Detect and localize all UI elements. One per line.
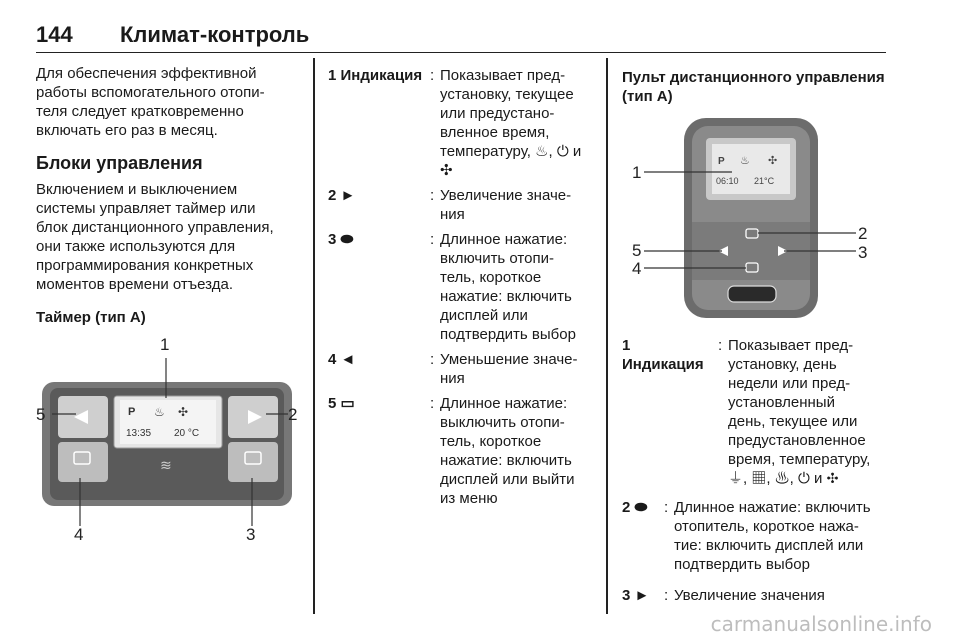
legend-line: включить отопи- <box>440 250 554 267</box>
fan-icon: ✣ <box>768 154 778 167</box>
lcd-time: 06:10 <box>716 176 739 186</box>
column-divider-1 <box>313 58 315 614</box>
intro-line: теля следует кратковременно <box>36 103 244 120</box>
legend-line: Показывает пред- <box>440 67 566 84</box>
page-title: Климат-контроль <box>120 22 310 47</box>
remote-legend-item-2 <box>622 498 892 574</box>
callout-1: 1 <box>160 335 170 354</box>
legend-key <box>622 336 704 374</box>
intro-line: работы вспомогательного отопи- <box>36 84 265 101</box>
page-header <box>36 16 886 53</box>
legend-colon: : <box>430 231 435 248</box>
logo-icon: ≋ <box>160 458 172 474</box>
intro-line: Для обеспечения эффективной <box>36 65 257 82</box>
legend-item-5 <box>328 394 598 508</box>
legend-line: или предустано- <box>440 105 555 122</box>
legend-line: Увеличение значе- <box>440 187 572 204</box>
lcd-time: 13:35 <box>126 428 152 439</box>
legend-line: установленный <box>728 394 835 411</box>
heater-icon: ♨ <box>154 405 165 419</box>
legend-line: подтвердить выбор <box>440 326 576 343</box>
legend-colon: : <box>430 395 435 412</box>
para-line: программирования конкретных <box>36 257 254 274</box>
callout-5: 5 <box>632 241 642 260</box>
legend-colon: : <box>430 67 435 84</box>
legend-line: предустановленное <box>728 432 866 449</box>
legend-line: Длинное нажатие: <box>440 231 568 248</box>
fan-icon: ✣ <box>178 405 189 419</box>
legend-line: дисплей или выйти <box>440 471 575 488</box>
legend-item-1 <box>328 66 598 180</box>
lcd-p-label: P <box>128 406 136 418</box>
para-line: системы управляет таймер или <box>36 200 256 217</box>
legend-key-label: Индикация <box>622 356 704 373</box>
middle-column <box>328 66 598 508</box>
legend-line: тель, короткое <box>440 269 542 286</box>
callout-4: 4 <box>74 525 84 542</box>
legend-line: ния <box>440 206 465 223</box>
legend-item-3 <box>328 230 598 344</box>
right-column-title <box>622 68 892 106</box>
legend-line: отопитель, короткое нажа- <box>674 518 859 535</box>
para-line: блок дистанционного управления, <box>36 219 274 236</box>
callout-4: 4 <box>632 259 642 278</box>
legend-line: ния <box>440 370 465 387</box>
legend-line: недели или пред- <box>728 375 851 392</box>
legend-line: нажатие: включить <box>440 452 572 469</box>
legend-line: тель, короткое <box>440 433 542 450</box>
legend-key: 5 ▭ <box>328 395 355 412</box>
legend-line: день, текущее или <box>728 413 858 430</box>
para-line: моментов времени отъезда. <box>36 276 233 293</box>
remote-legend-item-3 <box>622 586 892 605</box>
callout-1: 1 <box>632 163 642 182</box>
callout-2: 2 <box>858 224 868 243</box>
legend-line: подтвердить выбор <box>674 556 810 573</box>
legend-line: установку, текущее <box>440 86 574 103</box>
lcd-p-label: P <box>718 156 725 167</box>
callout-2: 2 <box>288 405 298 424</box>
para-line: Включением и выключением <box>36 181 238 198</box>
legend-line: установку, день <box>728 356 837 373</box>
legend-item-2 <box>328 186 598 224</box>
legend-key: 1 Индикация <box>328 67 423 84</box>
intro-line: включать его раз в месяц. <box>36 122 218 139</box>
legend-key: 2 ► <box>328 187 356 204</box>
legend-line: дисплей или <box>440 307 528 324</box>
remote-lcd <box>712 144 790 194</box>
legend-key: 2 ⬬ <box>622 499 648 516</box>
legend-key-number: 1 <box>622 337 631 354</box>
remote-figure <box>622 106 886 332</box>
lcd-temp: 20 °C <box>174 428 200 439</box>
legend-line: Уменьшение значе- <box>440 351 578 368</box>
legend-colon: : <box>664 499 669 516</box>
legend-line: Длинное нажатие: <box>440 395 568 412</box>
para-line: они также используются для <box>36 238 236 255</box>
legend-colon: : <box>718 337 723 354</box>
legend-colon: : <box>664 587 669 604</box>
legend-key: 3 ⬬ <box>328 231 354 248</box>
section-title: Блоки управления <box>36 153 203 173</box>
legend-line: нажатие: включить <box>440 288 572 305</box>
callout-3: 3 <box>246 525 256 542</box>
remote-title-line: Пульт дистанционного управления <box>622 69 885 86</box>
legend-colon: : <box>430 187 435 204</box>
legend-item-4 <box>328 350 598 388</box>
legend-line: ⏚, ▦, ♨, ⏻ и ✣ <box>728 470 839 487</box>
legend-line: Показывает пред- <box>728 337 854 354</box>
timer-figure <box>36 328 299 542</box>
remote-legend-item-1 <box>622 336 892 488</box>
left-column <box>36 64 300 335</box>
legend-line: вленное время, <box>440 124 550 141</box>
watermark: carmanualsonline.info <box>710 612 932 636</box>
off-button <box>58 442 108 482</box>
legend-line: Увеличение значения <box>674 587 825 604</box>
timer-title: Таймер (тип А) <box>36 309 146 326</box>
legend-key: 3 ► <box>622 587 650 604</box>
remote-title-line: (тип А) <box>622 88 673 105</box>
legend-line: тие: включить дисплей или <box>674 537 864 554</box>
legend-line: температуру, ♨, ⏻ и <box>440 143 582 160</box>
legend-line: Длинное нажатие: включить <box>674 499 871 516</box>
legend-line: ✣ <box>440 162 453 179</box>
on-button <box>228 442 278 482</box>
page-number: 144 <box>36 22 73 47</box>
legend-key: 4 ◄ <box>328 351 356 368</box>
legend-line: время, температуру, <box>728 451 871 468</box>
heater-icon: ♨ <box>740 154 750 167</box>
callout-5: 5 <box>36 405 46 424</box>
legend-line: из меню <box>440 490 498 507</box>
remote-bottom-slot <box>728 286 776 302</box>
legend-line: выключить отопи- <box>440 414 565 431</box>
lcd-temp: 21°C <box>754 176 775 186</box>
right-column-legend <box>622 336 892 605</box>
legend-colon: : <box>430 351 435 368</box>
column-divider-2 <box>606 58 608 614</box>
callout-3: 3 <box>858 243 868 262</box>
